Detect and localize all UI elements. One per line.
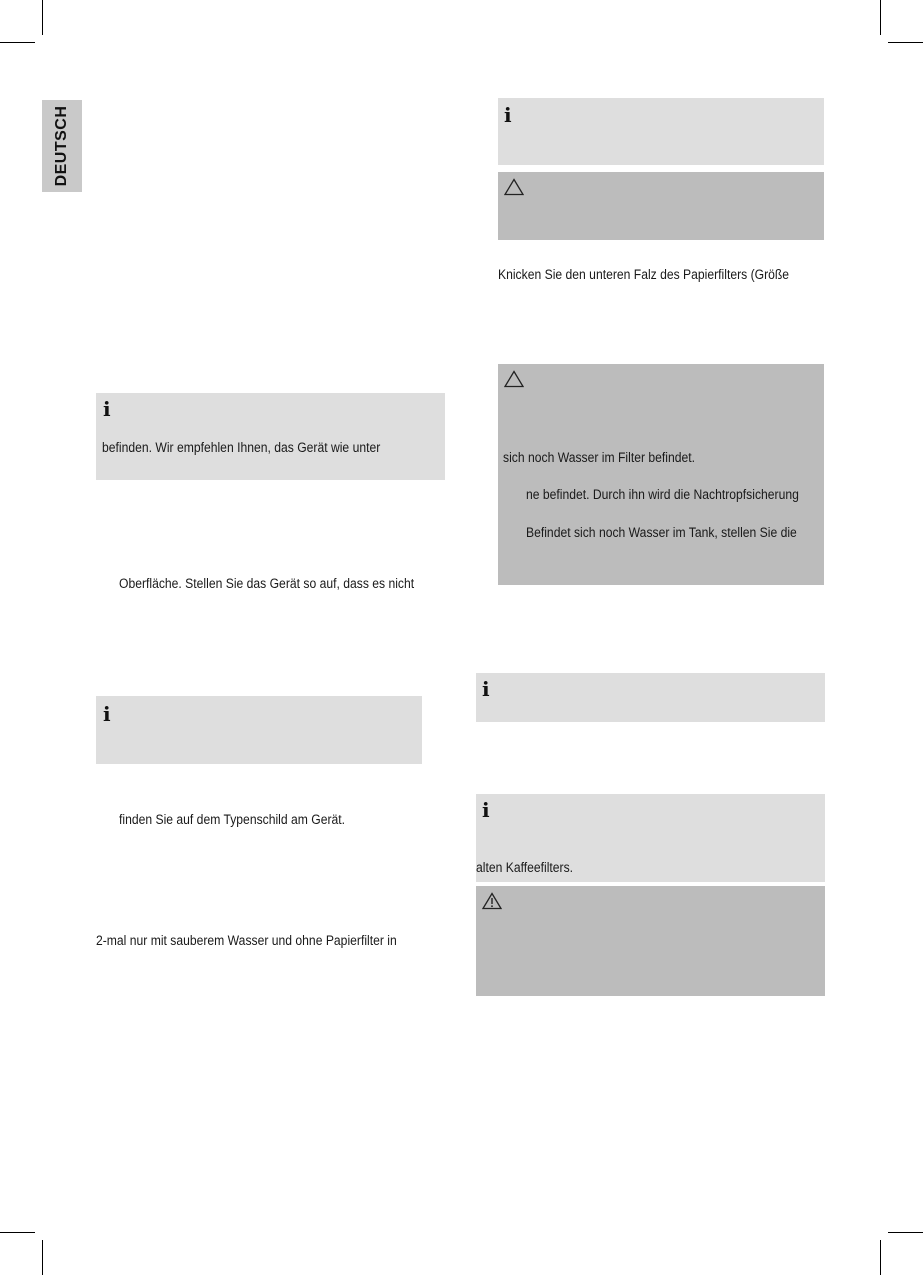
crop-mark [880,0,881,35]
info-box [476,794,825,882]
info-box-text: alten Kaffeefilters. [476,860,574,875]
paragraph-text: 2-mal nur mit sauberem Wasser und ohne Papierfilter in [96,933,397,948]
paragraph-text: Oberfläche. Stellen Sie das Gerät so auf, dass es nicht [119,576,415,591]
info-icon: i [103,397,111,421]
info-box [498,98,824,165]
crop-mark [0,42,35,43]
crop-mark [888,1232,923,1233]
caution-text: Befindet sich noch Wasser im Tank, stellen Sie die [526,525,797,540]
language-tab [42,100,82,192]
warning-triangle-icon [482,892,502,910]
paragraph-text: finden Sie auf dem Typenschild am Gerät. [119,812,346,827]
caution-text: sich noch Wasser im Filter befindet. [503,450,695,465]
crop-mark [880,1240,881,1275]
info-box [476,673,825,722]
info-box [96,393,445,480]
language-tab-label: DEUTSCH [53,105,70,187]
caution-text: ne befindet. Durch ihn wird die Nachtropfsicherung [526,487,799,502]
caution-box [498,364,824,585]
warning-box [476,886,825,996]
crop-mark [888,42,923,43]
crop-mark [0,1232,35,1233]
caution-box [498,172,824,240]
crop-mark [42,1240,43,1275]
info-icon: i [482,677,490,701]
paragraph-text: Knicken Sie den unteren Falz des Papierfilters (Größe [498,267,790,282]
crop-mark [42,0,43,35]
info-icon: i [482,798,490,822]
caution-triangle-icon [504,178,524,196]
info-icon: i [103,702,111,726]
info-box [96,696,422,764]
caution-triangle-icon [504,370,524,388]
info-icon: i [504,103,512,127]
info-box-text: befinden. Wir empfehlen Ihnen, das Gerät wie unter [102,440,381,455]
